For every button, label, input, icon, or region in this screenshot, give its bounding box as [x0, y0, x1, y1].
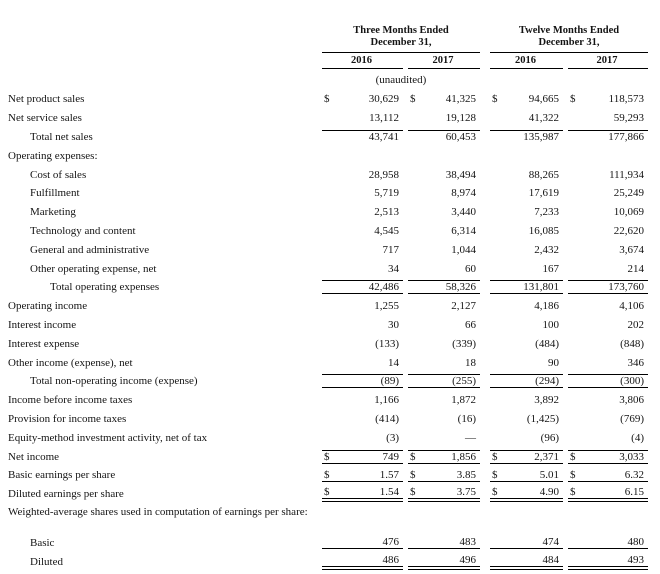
cell: [490, 93, 563, 105]
cell-value: 131,801: [523, 281, 559, 294]
cell-value: 60: [465, 262, 476, 275]
table-row-net-service-sales: [8, 109, 648, 128]
cell-value: 7,233: [534, 206, 559, 219]
cell: [322, 244, 403, 256]
cell-value: 480: [627, 536, 644, 549]
cell-value: 17,619: [528, 187, 559, 200]
cell: [490, 187, 563, 199]
cell: [322, 357, 403, 369]
cell: [322, 486, 403, 502]
cell-value: 3,033: [619, 450, 644, 463]
col-group-title-line2: December 31,: [538, 37, 600, 48]
cell-value: 1.57: [379, 468, 399, 481]
cell: [408, 536, 480, 549]
cell: [568, 413, 648, 425]
row-label: Income before income taxes: [8, 394, 133, 407]
cell: [568, 112, 648, 124]
row-label: Cost of sales: [30, 168, 87, 181]
cell-value: (484): [535, 337, 559, 350]
cell: [490, 469, 563, 482]
row-label: Fulfillment: [30, 187, 80, 200]
cell: [322, 93, 403, 105]
cell-value: (16): [457, 412, 476, 425]
table-row-other-income-expense: [8, 353, 648, 372]
cell-value: 66: [465, 318, 476, 331]
dollar-sign: $: [492, 468, 498, 481]
cell: [408, 469, 480, 482]
cell: [490, 319, 563, 331]
dollar-sign: $: [324, 468, 330, 481]
cell: [490, 244, 563, 256]
cell-value: 43,741: [368, 131, 399, 144]
cell: [408, 187, 480, 199]
cell: [322, 338, 403, 350]
cell-value: 8,974: [451, 187, 476, 200]
cell: [568, 93, 648, 105]
cell: [408, 450, 480, 464]
cell-value: 476: [382, 536, 399, 549]
cell: [322, 263, 403, 275]
cell-value: (294): [535, 375, 559, 388]
cell-value: 38,494: [445, 168, 476, 181]
table-row-cost-of-sales: [8, 165, 648, 184]
cell: [408, 112, 480, 124]
dollar-sign: $: [324, 450, 330, 463]
cell: [408, 169, 480, 181]
cell: [322, 536, 403, 549]
cell: [490, 130, 563, 143]
cell: [490, 394, 563, 406]
cell: [322, 469, 403, 482]
row-label: Provision for income taxes: [8, 412, 127, 425]
cell: [490, 554, 563, 570]
cell-value: 58,326: [445, 281, 476, 294]
cell: [408, 374, 480, 388]
cell: [322, 280, 403, 294]
row-label: Diluted: [30, 555, 63, 568]
cell-value: 13,112: [369, 112, 399, 125]
row-label: Basic earnings per share: [8, 469, 116, 482]
cell: [568, 263, 648, 275]
row-label: Total net sales: [30, 130, 93, 143]
cell: [490, 300, 563, 312]
cell-value: 1,255: [374, 300, 399, 313]
cell: [568, 394, 648, 406]
cell: [322, 300, 403, 312]
cell-value: 5,719: [374, 187, 399, 200]
table-row-operating-income: [8, 297, 648, 316]
cell-value: 214: [627, 262, 644, 275]
table-row-equity-method: [8, 428, 648, 447]
dollar-sign: $: [492, 93, 498, 106]
row-label: Interest expense: [8, 337, 80, 350]
table-row-general-and-administrative: [8, 240, 648, 259]
dollar-sign: $: [410, 486, 416, 499]
cell-value: 202: [627, 318, 644, 331]
dollar-sign: $: [570, 450, 576, 463]
cell-value: 2,127: [451, 300, 476, 313]
cell: [322, 130, 403, 143]
year-header-2017-q: 2017: [408, 55, 480, 69]
table-row-diluted-shares: [8, 552, 648, 571]
cell: [322, 374, 403, 388]
cell-value: 2,371: [534, 450, 559, 463]
cell: [568, 486, 648, 502]
cell: [490, 338, 563, 350]
cell: [568, 280, 648, 294]
table-row-weighted-average-heading: [8, 504, 648, 534]
cell-value: 5.01: [539, 468, 559, 481]
cell-value: 19,128: [445, 112, 476, 125]
dollar-sign: $: [570, 468, 576, 481]
row-label: Interest income: [8, 318, 77, 331]
table-row-net-product-sales: [8, 90, 648, 109]
dollar-sign: $: [410, 468, 416, 481]
cell: [408, 432, 480, 444]
cell-value: 6.15: [624, 486, 644, 499]
cell-value: 18: [465, 356, 476, 369]
cell: [322, 432, 403, 444]
cell: [568, 469, 648, 482]
cell: [408, 130, 480, 143]
row-label: General and administrative: [30, 243, 150, 256]
table-row-basic-eps: [8, 466, 648, 485]
cell: [408, 338, 480, 350]
cell-value: 3,806: [619, 394, 644, 407]
cell: [568, 244, 648, 256]
row-label: Total operating expenses: [50, 281, 160, 294]
cell: [490, 225, 563, 237]
cell-value: 3,674: [619, 243, 644, 256]
cell: [408, 93, 480, 105]
cell-value: 14: [388, 356, 399, 369]
cell-value: 42,486: [368, 281, 399, 294]
cell-value: 25,249: [613, 187, 644, 200]
row-label: Net service sales: [8, 112, 82, 125]
cell: [490, 280, 563, 294]
cell-value: 3.85: [456, 468, 476, 481]
row-label: Equity-method investment activity, net of tax: [8, 431, 208, 444]
cell-value: (255): [452, 375, 476, 388]
cell-value: 30,629: [368, 93, 399, 106]
cell: [408, 394, 480, 406]
dollar-sign: $: [324, 486, 330, 499]
cell: [490, 432, 563, 444]
col-group-title-line1: Three Months Ended: [353, 25, 449, 36]
cell: [408, 244, 480, 256]
row-label: Technology and content: [30, 224, 136, 237]
table-row-total-operating-expenses: [8, 278, 648, 297]
cell: [322, 319, 403, 331]
cell-value: 135,987: [523, 131, 559, 144]
row-label: Total non-operating income (expense): [30, 375, 198, 388]
col-group-title-line1: Twelve Months Ended: [518, 25, 620, 36]
cell-value: 4,545: [374, 224, 399, 237]
cell: [322, 450, 403, 464]
year-header-2016-fy: 2016: [490, 55, 563, 69]
cell-value: (4): [631, 431, 644, 444]
cell-value: 30: [388, 318, 399, 331]
row-label: Other income (expense), net: [8, 356, 133, 369]
table-row-technology-and-content: [8, 222, 648, 241]
cell: [568, 357, 648, 369]
cell-value: 6,314: [451, 224, 476, 237]
row-label: Marketing: [30, 206, 76, 219]
cell: [490, 450, 563, 464]
cell-value: 59,293: [613, 112, 644, 125]
cell: [408, 206, 480, 218]
cell: [322, 187, 403, 199]
unaudited-row: [8, 69, 648, 90]
cell: [322, 394, 403, 406]
cell-value: (89): [380, 375, 399, 388]
cell-value: 90: [548, 356, 559, 369]
cell: [490, 112, 563, 124]
cell-value: 1,872: [451, 394, 476, 407]
cell: [568, 432, 648, 444]
dollar-sign: $: [492, 486, 498, 499]
table-row-total-net-sales: [8, 128, 648, 147]
cell-value: 3,892: [534, 394, 559, 407]
cell-value: (133): [375, 337, 399, 350]
cell-value: (96): [540, 431, 559, 444]
cell: [568, 206, 648, 218]
table-row-basic-shares: [8, 534, 648, 553]
cell-value: —: [465, 431, 476, 444]
dollar-sign: $: [492, 450, 498, 463]
cell: [322, 413, 403, 425]
cell: [568, 187, 648, 199]
cell-value: 173,760: [608, 281, 644, 294]
cell: [568, 536, 648, 549]
cell: [568, 374, 648, 388]
table-row-operating-expenses-heading: [8, 146, 648, 165]
cell: [408, 486, 480, 502]
table-row-provision-for-taxes: [8, 410, 648, 429]
cell-value: 2,513: [374, 206, 399, 219]
cell-value: (3): [386, 431, 399, 444]
cell: [568, 169, 648, 181]
dollar-sign: $: [410, 93, 416, 106]
cell-value: 346: [627, 356, 644, 369]
cell: [408, 225, 480, 237]
col-group-title-line2: December 31,: [370, 37, 432, 48]
dollar-sign: $: [410, 450, 416, 463]
cell-value: 3,440: [451, 206, 476, 219]
cell-value: (1,425): [526, 412, 559, 425]
column-group-header-row: [8, 25, 648, 53]
row-label: Net product sales: [8, 93, 85, 106]
row-label: Other operating expense, net: [30, 262, 157, 275]
cell-value: 118,573: [608, 93, 644, 106]
table-row-marketing: [8, 203, 648, 222]
cell-value: 3.75: [456, 486, 476, 499]
table-row-diluted-eps: [8, 485, 648, 504]
cell-value: 16,085: [528, 224, 559, 237]
unaudited-note: (unaudited): [375, 73, 427, 86]
year-header-row: [8, 53, 648, 69]
cell-value: 88,265: [528, 168, 559, 181]
cell-value: 111,934: [609, 168, 644, 181]
cell-value: 493: [627, 553, 644, 566]
cell: [322, 169, 403, 181]
year-header-2016-q: 2016: [322, 55, 403, 69]
cell: [568, 450, 648, 464]
row-label: Net income: [8, 450, 60, 463]
cell-value: 2,432: [534, 243, 559, 256]
cell-value: 496: [459, 553, 476, 566]
dollar-sign: $: [570, 93, 576, 106]
cell-value: 484: [542, 553, 559, 566]
cell: [490, 486, 563, 502]
cell: [490, 413, 563, 425]
table-row-net-income: [8, 447, 648, 466]
cell-value: 4,106: [619, 300, 644, 313]
cell: [408, 413, 480, 425]
cell-value: 717: [382, 243, 399, 256]
dollar-sign: $: [570, 486, 576, 499]
row-label: Diluted earnings per share: [8, 488, 124, 501]
cell: [490, 536, 563, 549]
table-row-fulfillment: [8, 184, 648, 203]
cell-value: 4,186: [534, 300, 559, 313]
cell-value: 34: [388, 262, 399, 275]
cell-value: 177,866: [608, 131, 644, 144]
cell-value: 6.32: [624, 468, 644, 481]
cell-value: 1.54: [379, 486, 399, 499]
cell: [568, 130, 648, 143]
cell-value: 94,665: [528, 93, 559, 106]
dollar-sign: $: [324, 93, 330, 106]
row-label: Weighted-average shares used in computation of earnings per share:: [8, 505, 308, 518]
row-label: Operating expenses:: [8, 149, 98, 162]
cell-value: 10,069: [613, 206, 644, 219]
cell-value: 1,044: [451, 243, 476, 256]
cell: [568, 300, 648, 312]
cell-value: 486: [382, 553, 399, 566]
cell: [408, 319, 480, 331]
cell-value: 167: [542, 262, 559, 275]
cell: [490, 169, 563, 181]
cell-value: 749: [382, 450, 399, 463]
cell: [568, 338, 648, 350]
cell: [322, 206, 403, 218]
cell: [322, 112, 403, 124]
cell: [408, 300, 480, 312]
row-label: Operating income: [8, 300, 88, 313]
cell: [490, 263, 563, 275]
cell: [408, 554, 480, 570]
col-group-twelve-months: [490, 25, 648, 53]
table-row-income-before-taxes: [8, 391, 648, 410]
cell-value: 41,322: [528, 112, 559, 125]
cell: [408, 357, 480, 369]
table-row-interest-income: [8, 316, 648, 335]
col-group-three-months: [322, 25, 480, 53]
cell-value: 1,166: [374, 394, 399, 407]
cell: [490, 357, 563, 369]
table-row-interest-expense: [8, 334, 648, 353]
cell: [490, 374, 563, 388]
year-header-2017-fy: 2017: [568, 55, 648, 69]
cell-value: 22,620: [613, 224, 644, 237]
cell: [322, 554, 403, 570]
cell-value: 100: [542, 318, 559, 331]
cell: [408, 280, 480, 294]
cell-value: 41,325: [445, 93, 476, 106]
table-row-other-operating-expense: [8, 259, 648, 278]
cell-value: (414): [375, 412, 399, 425]
table-row-total-non-operating: [8, 372, 648, 391]
cell: [408, 263, 480, 275]
cell-value: (339): [452, 337, 476, 350]
cell-value: 60,453: [445, 131, 476, 144]
cell-value: 483: [459, 536, 476, 549]
cell-value: (848): [620, 337, 644, 350]
header-spacer: [8, 25, 322, 53]
cell-value: 28,958: [368, 168, 399, 181]
row-label: Basic: [30, 536, 55, 549]
cell: [490, 206, 563, 218]
cell: [322, 225, 403, 237]
cell-value: 4.90: [539, 486, 559, 499]
cell-value: (769): [620, 412, 644, 425]
cell-value: (300): [620, 375, 644, 388]
cell: [568, 319, 648, 331]
cell: [568, 554, 648, 570]
cell: [568, 225, 648, 237]
cell-value: 1,856: [451, 450, 476, 463]
cell-value: 474: [542, 536, 559, 549]
